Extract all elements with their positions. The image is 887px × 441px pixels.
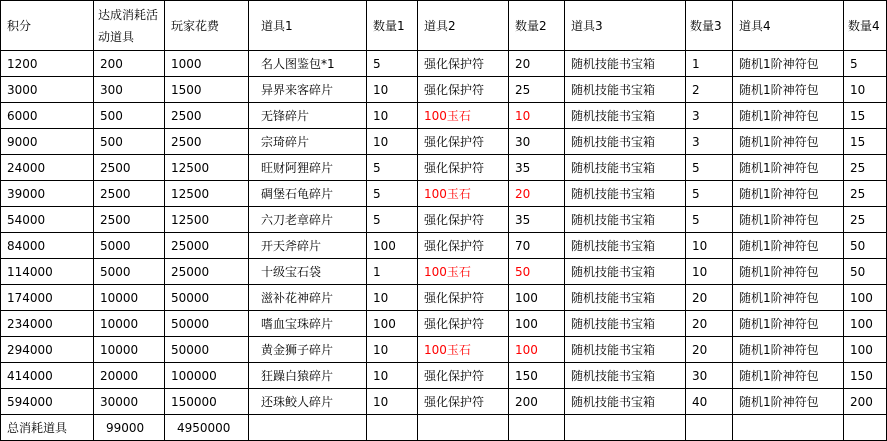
cell-qty1: 1: [367, 259, 418, 285]
cell-spend: 2500: [165, 129, 249, 155]
cell-points: 84000: [1, 233, 94, 259]
cell-qty2: 50: [509, 259, 565, 285]
cell-qty2: 100: [509, 337, 565, 363]
table-row: [1, 207, 887, 233]
header-item1: 道具1: [249, 1, 367, 51]
header-item2: 道具2: [418, 1, 509, 51]
cell-consume: 2500: [94, 207, 165, 233]
cell-qty3: 5: [686, 181, 733, 207]
cell-qty4: 100: [844, 285, 887, 311]
cell-item1: 宗琦碎片: [249, 129, 367, 155]
table-row: [1, 311, 887, 337]
total-row: [1, 415, 887, 441]
cell-item4: 随机1阶神符包: [733, 363, 844, 389]
cell-qty4: 25: [844, 155, 887, 181]
cell-item2: 强化保护符: [418, 233, 509, 259]
cell-qty3: 5: [686, 207, 733, 233]
cell-qty2: 100: [509, 285, 565, 311]
cell-item4: 随机1阶神符包: [733, 233, 844, 259]
cell-qty3: 30: [686, 363, 733, 389]
cell-points: 3000: [1, 77, 94, 103]
cell-qty3: 20: [686, 285, 733, 311]
cell-item1: 异界来客碎片: [249, 77, 367, 103]
total-empty: [367, 415, 418, 441]
cell-item2: 强化保护符: [418, 363, 509, 389]
cell-item3: 随机技能书宝箱: [565, 363, 686, 389]
cell-consume: 2500: [94, 181, 165, 207]
cell-consume: 200: [94, 51, 165, 77]
cell-item4: 随机1阶神符包: [733, 311, 844, 337]
cell-item4: 随机1阶神符包: [733, 103, 844, 129]
cell-qty4: 200: [844, 389, 887, 415]
cell-qty2: 150: [509, 363, 565, 389]
cell-qty1: 10: [367, 285, 418, 311]
cell-item1: 狂躁白猿碎片: [249, 363, 367, 389]
header-points: 积分: [1, 1, 94, 51]
cell-item3: 随机技能书宝箱: [565, 51, 686, 77]
cell-points: 39000: [1, 181, 94, 207]
cell-qty2: 200: [509, 389, 565, 415]
cell-item4: 随机1阶神符包: [733, 389, 844, 415]
cell-points: 114000: [1, 259, 94, 285]
cell-consume: 10000: [94, 337, 165, 363]
cell-qty4: 25: [844, 207, 887, 233]
cell-spend: 25000: [165, 259, 249, 285]
cell-qty3: 5: [686, 155, 733, 181]
cell-item4: 随机1阶神符包: [733, 129, 844, 155]
cell-item4: 随机1阶神符包: [733, 337, 844, 363]
cell-item3: 随机技能书宝箱: [565, 181, 686, 207]
cell-qty4: 15: [844, 129, 887, 155]
header-qty3: 数量3: [686, 1, 733, 51]
cell-item4: 随机1阶神符包: [733, 285, 844, 311]
cell-spend: 150000: [165, 389, 249, 415]
cell-item1: 黄金狮子碎片: [249, 337, 367, 363]
cell-item2: 强化保护符: [418, 129, 509, 155]
total-empty: [733, 415, 844, 441]
cell-item2: 强化保护符: [418, 207, 509, 233]
header-consume-items: 达成消耗活动道具: [94, 1, 165, 51]
cell-item2: 强化保护符: [418, 77, 509, 103]
cell-qty4: 10: [844, 77, 887, 103]
cell-points: 414000: [1, 363, 94, 389]
cell-qty1: 10: [367, 363, 418, 389]
cell-points: 234000: [1, 311, 94, 337]
cell-qty1: 5: [367, 155, 418, 181]
cell-qty1: 10: [367, 337, 418, 363]
cell-item1: 还珠鲛人碎片: [249, 389, 367, 415]
table-row: [1, 51, 887, 77]
cell-qty2: 70: [509, 233, 565, 259]
cell-item1: 旺财阿狸碎片: [249, 155, 367, 181]
header-item3: 道具3: [565, 1, 686, 51]
cell-item3: 随机技能书宝箱: [565, 77, 686, 103]
cell-qty1: 100: [367, 233, 418, 259]
cell-qty1: 10: [367, 129, 418, 155]
cell-qty2: 10: [509, 103, 565, 129]
table-row: [1, 129, 887, 155]
cell-item3: 随机技能书宝箱: [565, 311, 686, 337]
cell-item1: 六刀老章碎片: [249, 207, 367, 233]
cell-qty3: 10: [686, 259, 733, 285]
cell-item2: 100玉石: [418, 181, 509, 207]
cell-points: 6000: [1, 103, 94, 129]
cell-item3: 随机技能书宝箱: [565, 129, 686, 155]
cell-item3: 随机技能书宝箱: [565, 337, 686, 363]
table-row: [1, 259, 887, 285]
total-empty: [249, 415, 367, 441]
header-row: [1, 1, 887, 51]
cell-item2: 强化保护符: [418, 51, 509, 77]
cell-item4: 随机1阶神符包: [733, 77, 844, 103]
cell-points: 24000: [1, 155, 94, 181]
cell-spend: 12500: [165, 181, 249, 207]
cell-spend: 2500: [165, 103, 249, 129]
cell-consume: 10000: [94, 285, 165, 311]
table-body: [1, 51, 887, 415]
cell-qty3: 3: [686, 103, 733, 129]
cell-spend: 50000: [165, 311, 249, 337]
header-qty4: 数量4: [844, 1, 887, 51]
cell-item3: 随机技能书宝箱: [565, 285, 686, 311]
cell-item1: 滋补花神碎片: [249, 285, 367, 311]
cell-item1: 十级宝石袋: [249, 259, 367, 285]
cell-qty4: 25: [844, 181, 887, 207]
cell-qty1: 5: [367, 207, 418, 233]
cell-item1: 碉堡石龟碎片: [249, 181, 367, 207]
cell-qty1: 5: [367, 51, 418, 77]
cell-qty4: 150: [844, 363, 887, 389]
cell-qty3: 2: [686, 77, 733, 103]
table-row: [1, 285, 887, 311]
table-row: [1, 389, 887, 415]
cell-item2: 强化保护符: [418, 155, 509, 181]
total-empty: [418, 415, 509, 441]
cell-points: 9000: [1, 129, 94, 155]
cell-qty2: 35: [509, 155, 565, 181]
table-row: [1, 337, 887, 363]
cell-item2: 强化保护符: [418, 389, 509, 415]
cell-qty4: 50: [844, 259, 887, 285]
cell-consume: 10000: [94, 311, 165, 337]
cell-qty4: 50: [844, 233, 887, 259]
cell-item2: 100玉石: [418, 259, 509, 285]
cell-item4: 随机1阶神符包: [733, 259, 844, 285]
cell-consume: 300: [94, 77, 165, 103]
table-row: [1, 233, 887, 259]
total-consume: 99000: [94, 415, 165, 441]
cell-qty2: 25: [509, 77, 565, 103]
cell-qty4: 100: [844, 337, 887, 363]
cell-item3: 随机技能书宝箱: [565, 389, 686, 415]
total-empty: [844, 415, 887, 441]
cell-qty3: 40: [686, 389, 733, 415]
cell-qty1: 10: [367, 77, 418, 103]
cell-spend: 100000: [165, 363, 249, 389]
cell-spend: 12500: [165, 207, 249, 233]
cell-item4: 随机1阶神符包: [733, 181, 844, 207]
total-spend: 4950000: [165, 415, 249, 441]
header-player-spend: 玩家花费: [165, 1, 249, 51]
table-row: [1, 103, 887, 129]
cell-qty1: 10: [367, 103, 418, 129]
cell-consume: 20000: [94, 363, 165, 389]
cell-item3: 随机技能书宝箱: [565, 259, 686, 285]
cell-qty1: 10: [367, 389, 418, 415]
cell-item4: 随机1阶神符包: [733, 207, 844, 233]
cell-item2: 强化保护符: [418, 311, 509, 337]
cell-qty2: 20: [509, 181, 565, 207]
cell-points: 54000: [1, 207, 94, 233]
cell-qty2: 100: [509, 311, 565, 337]
cell-qty2: 35: [509, 207, 565, 233]
cell-qty3: 1: [686, 51, 733, 77]
total-label: 总消耗道具: [1, 415, 94, 441]
header-qty2: 数量2: [509, 1, 565, 51]
cell-item3: 随机技能书宝箱: [565, 207, 686, 233]
cell-item4: 随机1阶神符包: [733, 155, 844, 181]
cell-qty4: 15: [844, 103, 887, 129]
cell-qty4: 5: [844, 51, 887, 77]
cell-consume: 30000: [94, 389, 165, 415]
cell-spend: 50000: [165, 285, 249, 311]
total-empty: [565, 415, 686, 441]
header-qty1: 数量1: [367, 1, 418, 51]
cell-qty3: 3: [686, 129, 733, 155]
cell-item1: 开天斧碎片: [249, 233, 367, 259]
cell-item4: 随机1阶神符包: [733, 51, 844, 77]
cell-qty2: 20: [509, 51, 565, 77]
cell-qty2: 30: [509, 129, 565, 155]
cell-spend: 12500: [165, 155, 249, 181]
cell-item3: 随机技能书宝箱: [565, 103, 686, 129]
cell-item1: 名人图鉴包*1: [249, 51, 367, 77]
total-empty: [509, 415, 565, 441]
cell-spend: 1500: [165, 77, 249, 103]
cell-qty3: 10: [686, 233, 733, 259]
cell-points: 594000: [1, 389, 94, 415]
cell-points: 294000: [1, 337, 94, 363]
cell-spend: 50000: [165, 337, 249, 363]
cell-item2: 强化保护符: [418, 285, 509, 311]
total-empty: [686, 415, 733, 441]
cell-item1: 嗜血宝珠碎片: [249, 311, 367, 337]
cell-qty1: 5: [367, 181, 418, 207]
cell-item2: 100玉石: [418, 103, 509, 129]
table-row: [1, 363, 887, 389]
cell-item2: 100玉石: [418, 337, 509, 363]
table-row: [1, 181, 887, 207]
cell-item3: 随机技能书宝箱: [565, 155, 686, 181]
header-item4: 道具4: [733, 1, 844, 51]
cell-consume: 5000: [94, 233, 165, 259]
cell-consume: 500: [94, 129, 165, 155]
table-row: [1, 77, 887, 103]
table-row: [1, 155, 887, 181]
cell-qty3: 20: [686, 311, 733, 337]
cell-qty4: 100: [844, 311, 887, 337]
cell-consume: 5000: [94, 259, 165, 285]
cell-consume: 500: [94, 103, 165, 129]
cell-item1: 无锋碎片: [249, 103, 367, 129]
cell-spend: 25000: [165, 233, 249, 259]
cell-consume: 2500: [94, 155, 165, 181]
cell-qty3: 20: [686, 337, 733, 363]
cell-qty1: 100: [367, 311, 418, 337]
cell-item3: 随机技能书宝箱: [565, 233, 686, 259]
cell-points: 174000: [1, 285, 94, 311]
cell-points: 1200: [1, 51, 94, 77]
cell-spend: 1000: [165, 51, 249, 77]
